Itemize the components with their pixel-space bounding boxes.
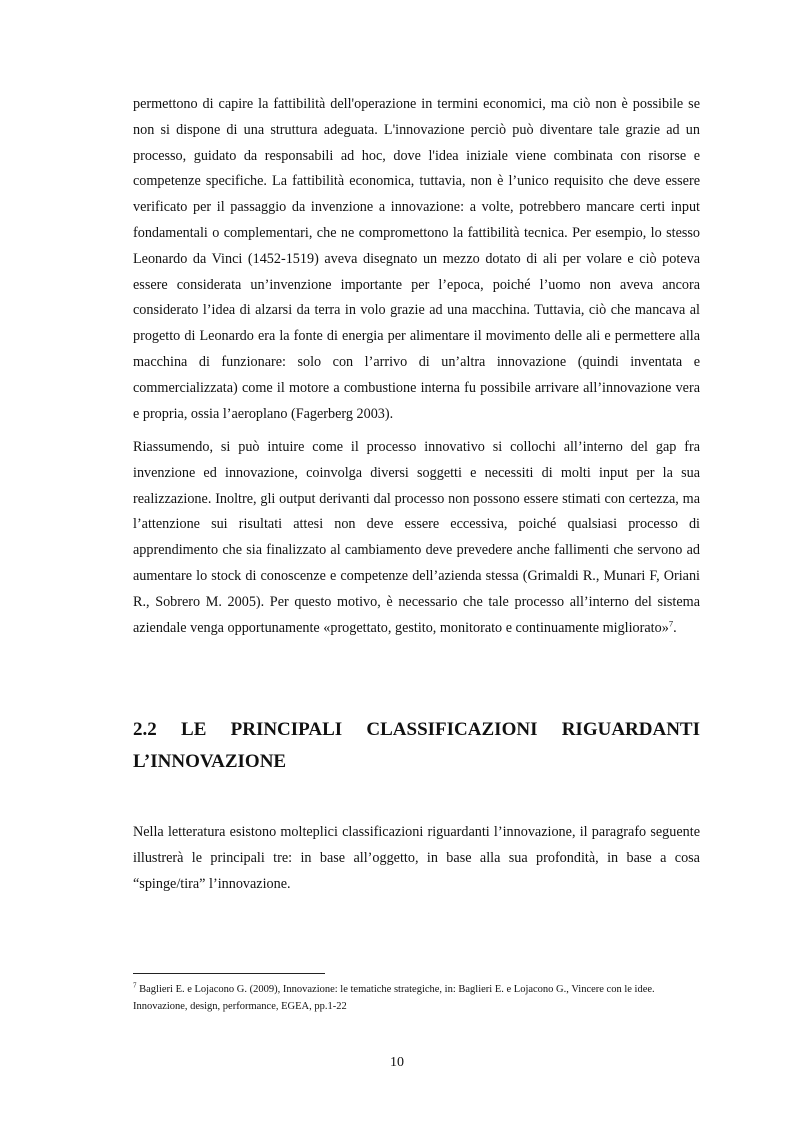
footnote [133, 981, 700, 1015]
section-title-line-2: L’INNOVAZIONE [133, 751, 287, 772]
section-title-line-1: LE PRINCIPALI CLASSIFICAZIONI RIGUARDANTI [181, 719, 700, 740]
section-heading [133, 714, 700, 778]
body-paragraph: Nella letteratura esistono molteplici classificazioni riguardanti l’innovazione, il paragrafo seguente illustrerà le principali tre: in base all’oggetto, in base alla sua profondità, in base a cosa “spinge/tira” l’innovazione. [133, 824, 700, 892]
body-paragraph: permettono di capire la fattibilità dell'operazione in termini economici, ma ciò non è possibile se non si dispone di una struttura adeguata. L'innovazione perciò può diventare tale grazie ad un processo, guidato da responsabili ad hoc, dove l'idea iniziale viene combinata con risorse e competenze specifiche. La fattibilità economica, tuttavia, non è l’unico requisito che deve essere verificato per il passaggio da invenzione a innovazione: a volte, potrebbero mancare certi input fondamentali o complementari, che ne compromettono la fattibilità tecnica. Per esempio, lo stesso Leonardo da Vinci (1452-1519) aveva disegnato un mezzo dotato di ali per volare e ciò poteva essere considerata un’invenzione importante per l’epoca, poiché l’uomo non aveva ancora considerato l’idea di alzarsi da terra in volo grazie ad una macchina. Tuttavia, ciò che mancava al progetto di Leonardo era la fonte di energia per alimentare il movimento delle ali e permettere alla macchina di funzionare: solo con l’arrivo di un’altra innovazione (quindi inventata e commercializzata) come il motore a combustione interna fu possibile arrivare all’innovazione vera e propria, ossia l’aeroplano (Fagerberg 2003). [133, 96, 700, 422]
paragraph-text: Riassumendo, si può intuire come il processo innovativo si collochi all’interno del gap fra invenzione ed innovazione, coinvolga diversi soggetti e necessiti di molti input per la sua realizzazione. Inoltre, gli output derivanti dal processo non possono essere stimati con certezza, ma l’attenzione sui risultati attesi non deve essere eccessiva, poiché qualsiasi processo di apprendimento che sia finalizzato al cambiamento deve prevedere anche fallimenti che servono ad aumentare lo stock di conoscenze e competenze dell’azienda stessa (Grimaldi R., Munari F, Oriani R., Sobrero M. 2005). Per questo motivo, è necessario che tale processo all’interno del sistema aziendale venga opportunamente «progettato, gestito, monitorato e continuamente migliorato» [133, 439, 700, 636]
footnote-text: Baglieri E. e Lojacono G. (2009), Innovazione: le tematiche strategiche, in: Baglieri E. e Lojacono G., Vincere con le idee. Innovazione, design, performance, EGEA, pp.1-22 [133, 984, 655, 1012]
footnote-reference[interactable]: 7 [668, 617, 674, 628]
page-number: 10 [390, 1055, 404, 1070]
section-number: 2.2 [133, 719, 157, 740]
body-paragraph: Riassumendo, si può intuire come il processo innovativo si collochi all’interno del gap fra invenzione ed innovazione, coinvolga diversi soggetti e necessiti di molti input per la sua realizzazione. Inoltre, gli output derivanti dal processo non possono essere stimati con certezza, ma l’attenzione sui risultati attesi non deve essere eccessiva, poiché qualsiasi processo di apprendimento che sia finalizzato al cambiamento deve prevedere anche fallimenti che servono ad aumentare lo stock di conoscenze e competenze dell’azienda stessa (Grimaldi R., Munari F, Oriani R., Sobrero M. 2005). Per questo motivo, è necessario che tale processo all’interno del sistema aziendale venga opportunamente «progettato, gestito, monitorato e continuamente migliorato»$^7$. [133, 439, 700, 636]
footnote-number: 7 [133, 981, 137, 990]
footnote-divider [133, 973, 325, 974]
